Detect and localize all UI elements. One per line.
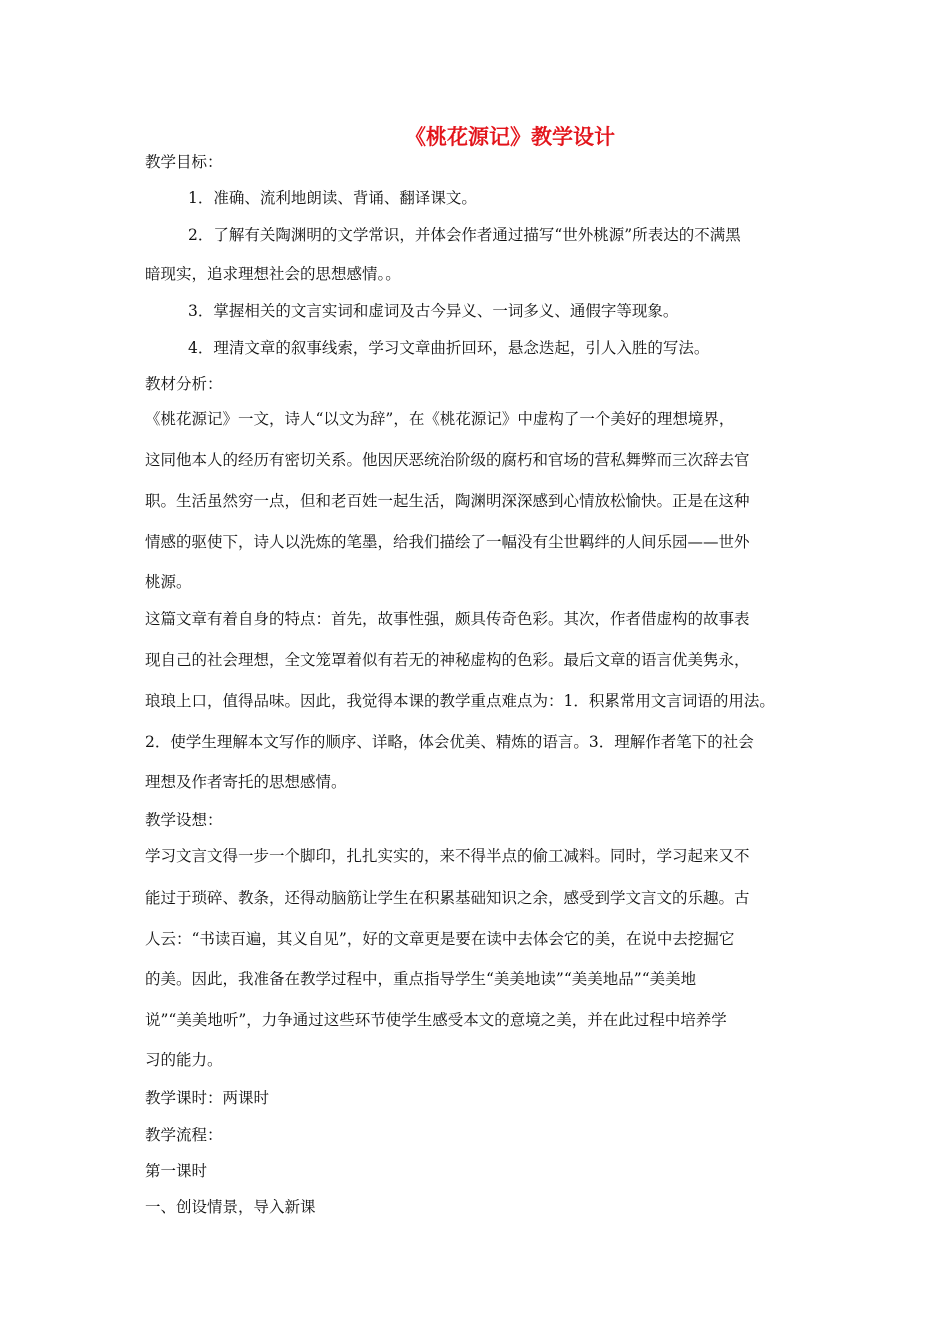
analysis-line-3: 职。生活虽然穷一点，但和老百姓一起生活，陶渊明深深感到心情放松愉快。正是在这种 xyxy=(145,492,750,510)
analysis-line-2: 这同他本人的经历有密切关系。他因厌恶统治阶级的腐朽和官场的营私舞弊而三次辞去官 xyxy=(145,451,750,469)
analysis-line-1: 《桃花源记》一文，诗人“以文为辞”，在《桃花源记》中虚构了一个美好的理想境界， xyxy=(145,410,735,428)
first-lesson-heading: 第一课时 xyxy=(145,1162,208,1180)
idea-line-1: 学习文言文得一步一个脚印，扎扎实实的，来不得半点的偷工减料。同时，学习起来又不 xyxy=(145,847,750,865)
heading-teaching-process: 教学流程： xyxy=(145,1126,223,1144)
analysis-line-8: 琅琅上口，值得品味。因此，我觉得本课的教学重点难点为：1．积累常用文言词语的用法。 xyxy=(145,692,775,710)
idea-line-6: 习的能力。 xyxy=(145,1051,223,1069)
teaching-hours: 教学课时：两课时 xyxy=(145,1089,270,1107)
goal-item-4: 4．理清文章的叙事线索，学习文章曲折回环，悬念迭起，引人入胜的写法。 xyxy=(188,339,710,357)
goal-item-1: 1．准确、流利地朗读、背诵、翻译课文。 xyxy=(188,189,477,207)
goal-item-2-cont: 暗现实，追求理想社会的思想感情。。 xyxy=(145,265,401,283)
section-one-heading: 一、创设情景，导入新课 xyxy=(145,1198,316,1216)
goal-item-3: 3．掌握相关的文言实词和虚词及古今异义、一词多义、通假字等现象。 xyxy=(188,302,679,320)
analysis-line-4: 情感的驱使下，诗人以洗炼的笔墨，给我们描绘了一幅没有尘世羁绊的人间乐园——世外 xyxy=(145,533,750,551)
analysis-line-5: 桃源。 xyxy=(145,573,192,591)
idea-line-2: 能过于琐碎、教条，还得动脑筋让学生在积累基础知识之余，感受到学文言文的乐趣。古 xyxy=(145,889,750,907)
idea-line-4: 的美。因此，我准备在教学过程中，重点指导学生“美美地读”“美美地品”“美美地 xyxy=(145,970,697,988)
document-title: 《桃花源记》教学设计 xyxy=(405,125,615,149)
idea-line-5: 说”“美美地听”，力争通过这些环节使学生感受本文的意境之美，并在此过程中培养学 xyxy=(145,1011,727,1029)
heading-teaching-idea: 教学设想： xyxy=(145,811,223,829)
goal-item-2: 2．了解有关陶渊明的文学常识，并体会作者通过描写“世外桃源”所表达的不满黑 xyxy=(188,226,741,244)
analysis-line-10: 理想及作者寄托的思想感情。 xyxy=(145,773,347,791)
analysis-line-6: 这篇文章有着自身的特点：首先，故事性强，颇具传奇色彩。其次，作者借虚构的故事表 xyxy=(145,610,750,628)
heading-material-analysis: 教材分析： xyxy=(145,375,223,393)
analysis-line-7: 现自己的社会理想，全文笼罩着似有若无的神秘虚构的色彩。最后文章的语言优美隽永， xyxy=(145,651,750,669)
heading-teaching-goals: 教学目标： xyxy=(145,153,223,171)
analysis-line-9: 2．使学生理解本文写作的顺序、详略，体会优美、精炼的语言。3．理解作者笔下的社会 xyxy=(145,733,754,751)
idea-line-3: 人云：“书读百遍，其义自见”，好的文章更是要在读中去体会它的美，在说中去挖掘它 xyxy=(145,930,735,948)
